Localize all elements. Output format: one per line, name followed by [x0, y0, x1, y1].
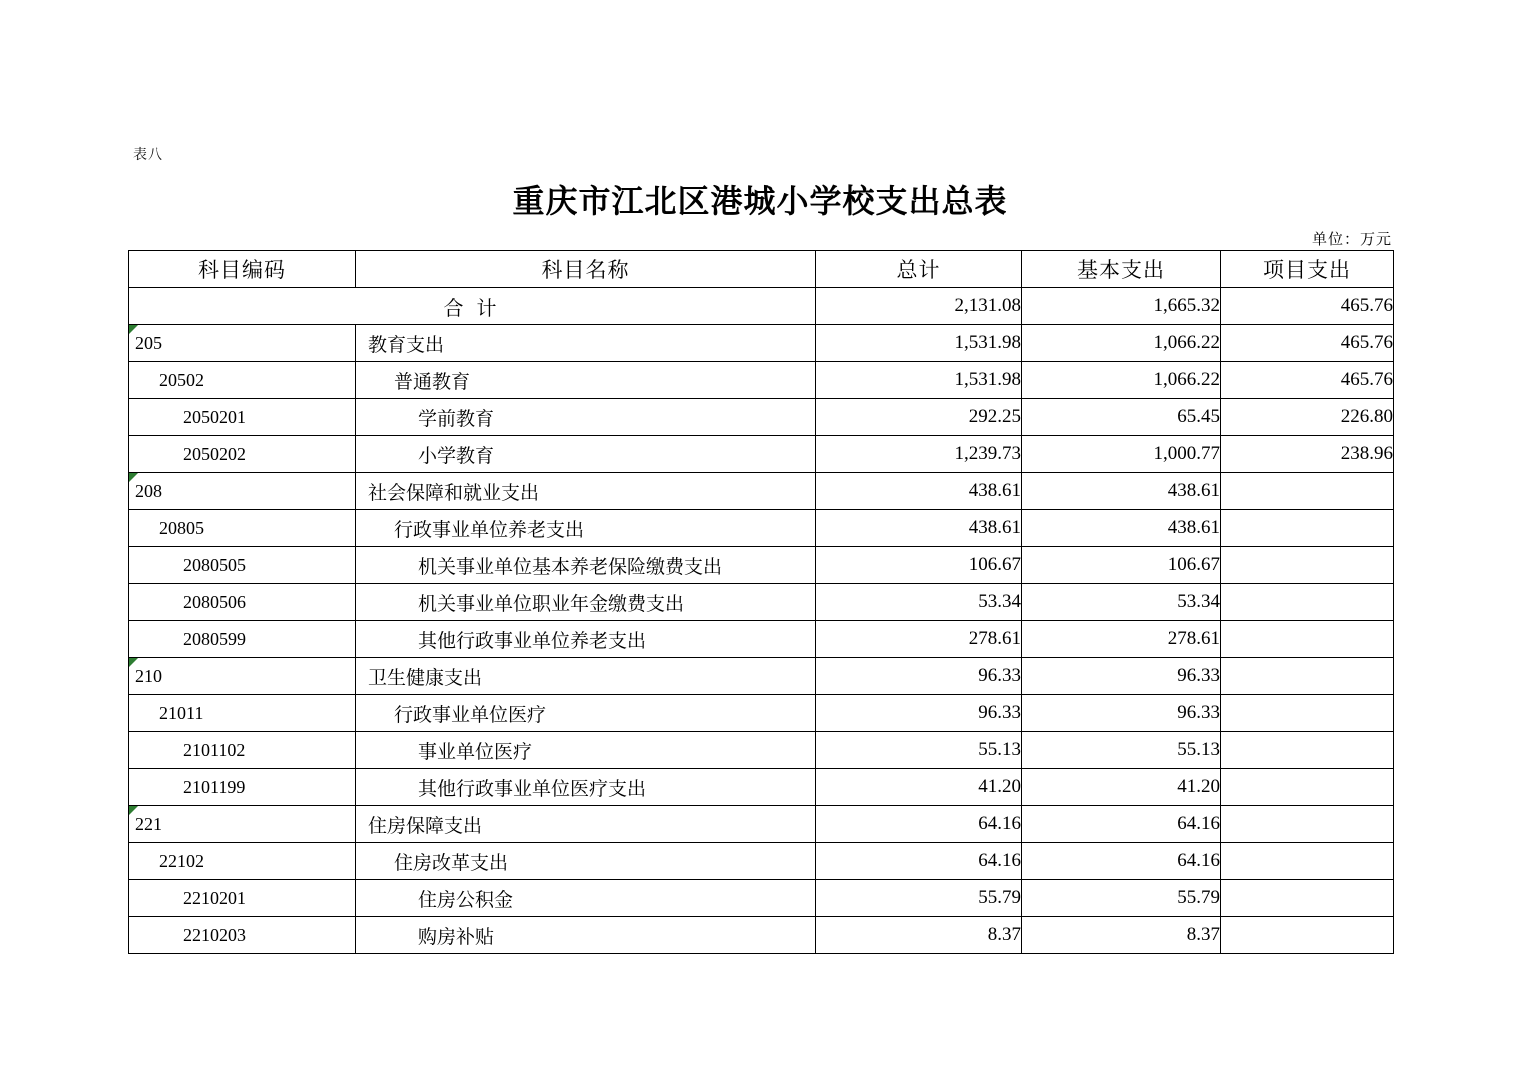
cell-basic: 53.34 — [1022, 584, 1221, 621]
cell-total: 1,531.98 — [816, 362, 1022, 399]
table-row — [129, 806, 1394, 843]
cell-subject-name: 卫生健康支出 — [356, 658, 816, 695]
column-header-total: 总计 — [816, 251, 1022, 288]
cell-subject-name: 住房保障支出 — [356, 806, 816, 843]
cell-subject-name: 学前教育 — [356, 399, 816, 436]
table-row — [129, 547, 1394, 584]
table-row — [129, 621, 1394, 658]
cell-project: 465.76 — [1221, 325, 1394, 362]
cell-subject-name: 普通教育 — [356, 362, 816, 399]
summary-label: 合 计 — [129, 288, 816, 325]
summary-total: 2,131.08 — [816, 288, 1022, 325]
cell-basic: 1,066.22 — [1022, 362, 1221, 399]
cell-basic: 64.16 — [1022, 806, 1221, 843]
cell-basic: 96.33 — [1022, 695, 1221, 732]
cell-subject-name: 其他行政事业单位养老支出 — [356, 621, 816, 658]
cell-total: 1,239.73 — [816, 436, 1022, 473]
column-header-basic: 基本支出 — [1022, 251, 1221, 288]
cell-subject-code: 2050201 — [129, 399, 356, 436]
cell-subject-name: 其他行政事业单位医疗支出 — [356, 769, 816, 806]
table-row — [129, 695, 1394, 732]
cell-subject-code: 2210203 — [129, 917, 356, 954]
cell-total: 64.16 — [816, 843, 1022, 880]
cell-project — [1221, 843, 1394, 880]
cell-basic: 438.61 — [1022, 510, 1221, 547]
cell-subject-code: 2050202 — [129, 436, 356, 473]
table-row — [129, 843, 1394, 880]
summary-basic: 1,665.32 — [1022, 288, 1221, 325]
cell-subject-name: 社会保障和就业支出 — [356, 473, 816, 510]
cell-subject-name: 小学教育 — [356, 436, 816, 473]
cell-total: 438.61 — [816, 473, 1022, 510]
cell-project — [1221, 510, 1394, 547]
table-row — [129, 658, 1394, 695]
cell-project — [1221, 621, 1394, 658]
cell-basic: 65.45 — [1022, 399, 1221, 436]
cell-subject-code: 20805 — [129, 510, 356, 547]
cell-project — [1221, 732, 1394, 769]
cell-project — [1221, 769, 1394, 806]
cell-total: 96.33 — [816, 695, 1022, 732]
cell-basic: 96.33 — [1022, 658, 1221, 695]
cell-subject-code: 205 — [129, 325, 356, 362]
column-header-project: 项目支出 — [1221, 251, 1394, 288]
cell-subject-code: 210 — [129, 658, 356, 695]
table-row — [129, 510, 1394, 547]
cell-total: 106.67 — [816, 547, 1022, 584]
table-row — [129, 917, 1394, 954]
table-body — [129, 288, 1394, 954]
expenditure-summary-table — [128, 250, 1394, 954]
table-header-row — [129, 251, 1394, 288]
cell-subject-name: 住房改革支出 — [356, 843, 816, 880]
cell-subject-name: 教育支出 — [356, 325, 816, 362]
table-row — [129, 880, 1394, 917]
cell-total: 64.16 — [816, 806, 1022, 843]
cell-total: 292.25 — [816, 399, 1022, 436]
cell-basic: 55.13 — [1022, 732, 1221, 769]
table-row — [129, 584, 1394, 621]
cell-subject-name: 机关事业单位基本养老保险缴费支出 — [356, 547, 816, 584]
cell-basic: 64.16 — [1022, 843, 1221, 880]
cell-total: 8.37 — [816, 917, 1022, 954]
cell-total: 438.61 — [816, 510, 1022, 547]
cell-basic: 106.67 — [1022, 547, 1221, 584]
cell-project — [1221, 917, 1394, 954]
cell-basic: 8.37 — [1022, 917, 1221, 954]
page-title: 重庆市江北区港城小学校支出总表 — [512, 183, 1008, 219]
cell-total: 55.79 — [816, 880, 1022, 917]
cell-subject-code: 208 — [129, 473, 356, 510]
cell-project — [1221, 658, 1394, 695]
cell-subject-code: 2080505 — [129, 547, 356, 584]
table-row — [129, 399, 1394, 436]
cell-total: 1,531.98 — [816, 325, 1022, 362]
cell-project: 226.80 — [1221, 399, 1394, 436]
cell-total: 96.33 — [816, 658, 1022, 695]
form-number-label: 表八 — [133, 148, 163, 163]
unit-note: 单位：万元 — [1311, 232, 1392, 248]
cell-project — [1221, 547, 1394, 584]
column-header-code: 科目编码 — [129, 251, 356, 288]
table-row — [129, 473, 1394, 510]
cell-total: 278.61 — [816, 621, 1022, 658]
cell-basic: 438.61 — [1022, 473, 1221, 510]
cell-basic: 41.20 — [1022, 769, 1221, 806]
cell-project — [1221, 473, 1394, 510]
cell-total: 41.20 — [816, 769, 1022, 806]
cell-basic: 278.61 — [1022, 621, 1221, 658]
cell-subject-name: 行政事业单位医疗 — [356, 695, 816, 732]
cell-project — [1221, 880, 1394, 917]
cell-total: 53.34 — [816, 584, 1022, 621]
cell-subject-name: 事业单位医疗 — [356, 732, 816, 769]
cell-basic: 55.79 — [1022, 880, 1221, 917]
cell-basic: 1,000.77 — [1022, 436, 1221, 473]
summary-project: 465.76 — [1221, 288, 1394, 325]
cell-subject-code: 2101102 — [129, 732, 356, 769]
cell-project — [1221, 584, 1394, 621]
table-row — [129, 325, 1394, 362]
cell-project: 465.76 — [1221, 362, 1394, 399]
table-row — [129, 362, 1394, 399]
cell-subject-code: 22102 — [129, 843, 356, 880]
column-header-name: 科目名称 — [356, 251, 816, 288]
cell-subject-name: 行政事业单位养老支出 — [356, 510, 816, 547]
cell-subject-code: 221 — [129, 806, 356, 843]
cell-subject-code: 2080506 — [129, 584, 356, 621]
cell-subject-name: 购房补贴 — [356, 917, 816, 954]
cell-project: 238.96 — [1221, 436, 1394, 473]
cell-project — [1221, 695, 1394, 732]
table-row — [129, 769, 1394, 806]
cell-subject-name: 住房公积金 — [356, 880, 816, 917]
table-row — [129, 436, 1394, 473]
cell-subject-code: 20502 — [129, 362, 356, 399]
cell-basic: 1,066.22 — [1022, 325, 1221, 362]
table-row-summary — [129, 288, 1394, 325]
cell-subject-code: 21011 — [129, 695, 356, 732]
cell-subject-name: 机关事业单位职业年金缴费支出 — [356, 584, 816, 621]
cell-subject-code: 2210201 — [129, 880, 356, 917]
table-row — [129, 732, 1394, 769]
cell-total: 55.13 — [816, 732, 1022, 769]
cell-subject-code: 2101199 — [129, 769, 356, 806]
cell-project — [1221, 806, 1394, 843]
table-header — [129, 251, 1394, 288]
cell-subject-code: 2080599 — [129, 621, 356, 658]
